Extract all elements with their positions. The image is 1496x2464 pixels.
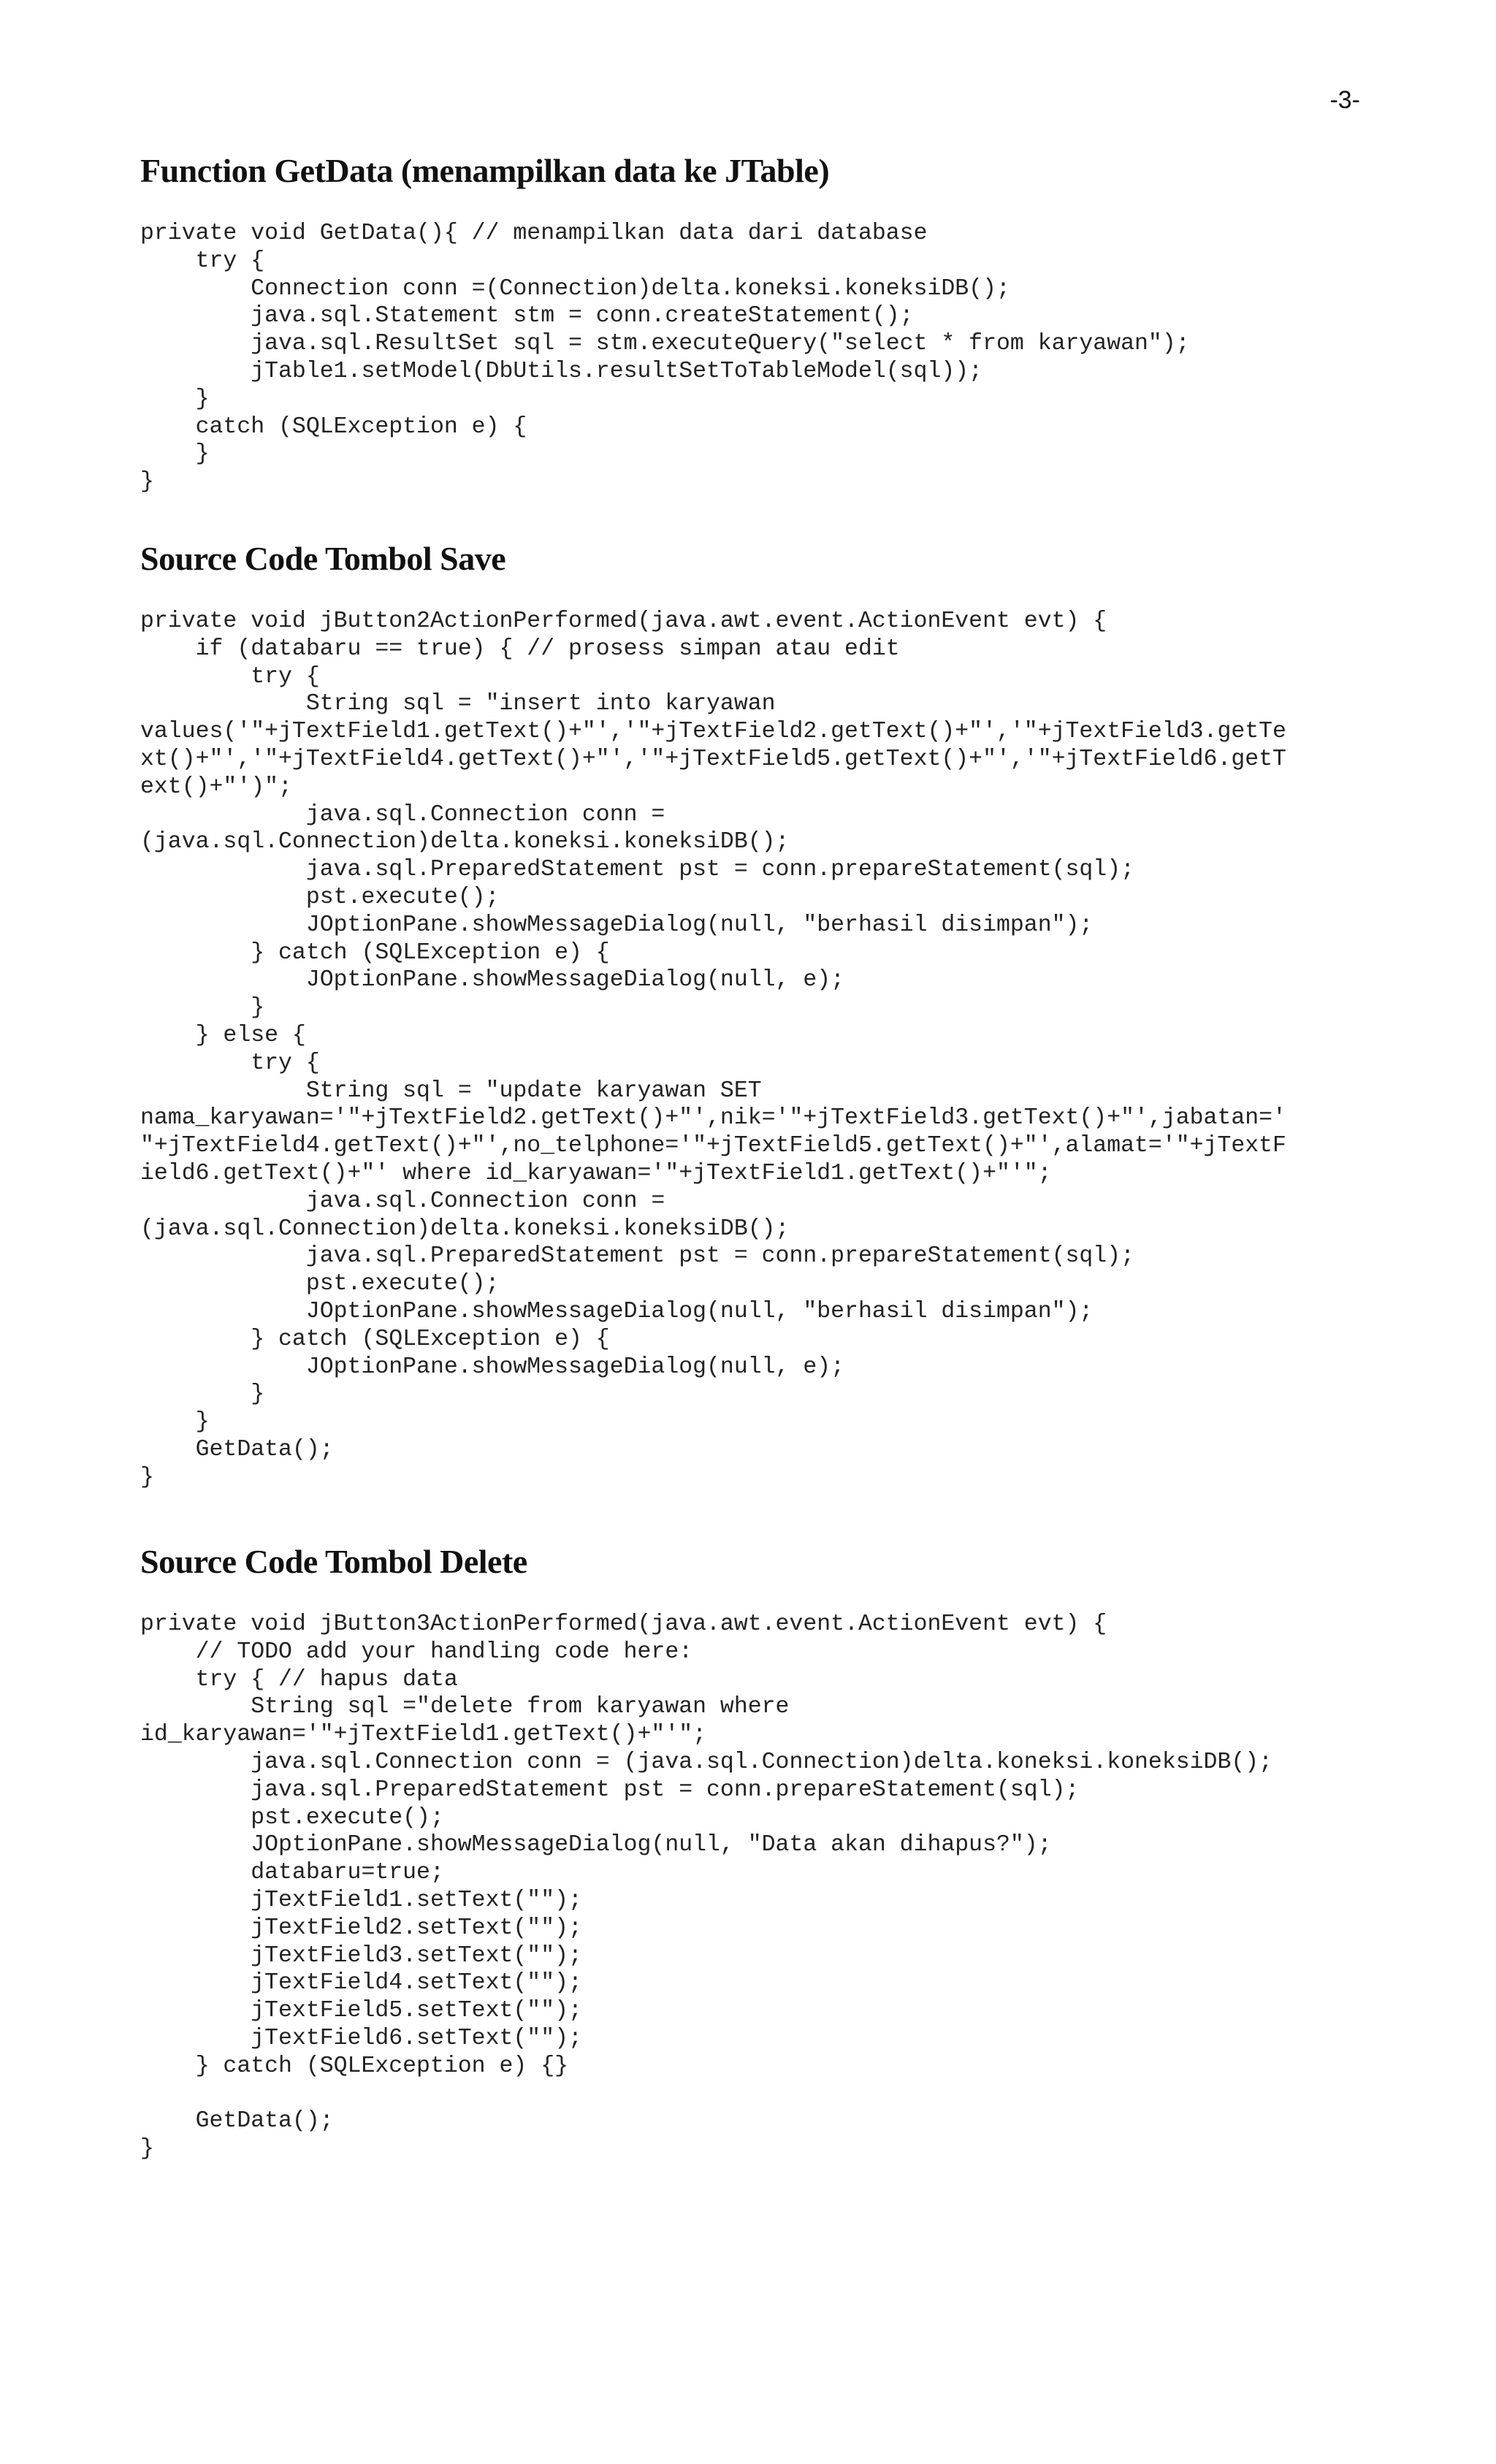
code-line: String sql = "insert into karyawan bbox=[140, 691, 776, 717]
code-line: JOptionPane.showMessageDialog(null, e); bbox=[140, 1354, 845, 1380]
code-line: } bbox=[140, 1409, 210, 1435]
code-line: xt()+"','"+jTextField4.getText()+"','"+jTextField5.getText()+"','"+jTextField6.getT bbox=[140, 746, 1286, 772]
code-block bbox=[140, 1611, 1397, 2163]
code-line: values('"+jTextField1.getText()+"','"+jTextField2.getText()+"','"+jTextField3.getTe bbox=[140, 719, 1286, 745]
code-line: private void GetData(){ // menampilkan data dari database bbox=[140, 221, 928, 246]
section-save bbox=[140, 538, 1397, 1492]
code-line: } bbox=[140, 2136, 154, 2162]
code-line: String sql ="delete from karyawan where bbox=[140, 1694, 790, 1720]
code-line: jTextField4.setText(""); bbox=[140, 1970, 582, 1996]
code-line: jTextField5.setText(""); bbox=[140, 1998, 582, 2024]
code-block bbox=[140, 608, 1397, 1492]
code-line: jTextField3.setText(""); bbox=[140, 1942, 582, 1969]
code-line: java.sql.PreparedStatement pst = conn.prepareStatement(sql); bbox=[140, 857, 1135, 883]
code-line: java.sql.PreparedStatement pst = conn.prepareStatement(sql); bbox=[140, 1243, 1135, 1270]
code-line: nama_karyawan='"+jTextField2.getText()+"',nik='"+jTextField3.getText()+"',jabatan=' bbox=[140, 1105, 1286, 1132]
code-line: GetData(); bbox=[140, 2108, 334, 2135]
section-heading: Function GetData (menampilkan data ke JTable) bbox=[140, 152, 830, 189]
code-line: private void jButton3ActionPerformed(java.awt.event.ActionEvent evt) { bbox=[140, 1611, 1107, 1637]
code-line: } bbox=[140, 1464, 154, 1490]
code-line bbox=[140, 2080, 1397, 2108]
code-line: pst.execute(); bbox=[140, 1804, 444, 1831]
code-line: try { bbox=[140, 1050, 320, 1076]
code-line: } bbox=[140, 441, 210, 468]
section-getdata bbox=[140, 150, 1397, 496]
code-line: ext()+"')"; bbox=[140, 774, 292, 800]
code-line: (java.sql.Connection)delta.koneksi.koneksiDB(); bbox=[140, 829, 790, 855]
code-line: String sql = "update karyawan SET bbox=[140, 1077, 762, 1104]
code-line: Connection conn =(Connection)delta.koneksi.koneksiDB(); bbox=[140, 275, 1010, 302]
code-line: } bbox=[140, 1381, 265, 1408]
section-heading: Source Code Tombol Save bbox=[140, 540, 506, 577]
code-line: // TODO add your handling code here: bbox=[140, 1639, 693, 1665]
code-line: JOptionPane.showMessageDialog(null, "berhasil disimpan"); bbox=[140, 912, 1094, 938]
code-line: id_karyawan='"+jTextField1.getText()+"'"; bbox=[140, 1722, 707, 1748]
page-number: -3- bbox=[1329, 86, 1360, 114]
section-heading: Source Code Tombol Delete bbox=[140, 1543, 527, 1580]
code-line: try { bbox=[140, 248, 265, 274]
code-line: jTextField6.setText(""); bbox=[140, 2025, 582, 2051]
code-line: JOptionPane.showMessageDialog(null, "Data akan dihapus?"); bbox=[140, 1832, 1052, 1858]
code-line: jTextField1.setText(""); bbox=[140, 1887, 582, 1913]
code-line: } bbox=[140, 995, 265, 1021]
code-line: java.sql.Connection conn = (java.sql.Connection)delta.koneksi.koneksiDB(); bbox=[140, 1749, 1273, 1775]
code-line: java.sql.ResultSet sql = stm.executeQuery("select * from karyawan"); bbox=[140, 331, 1190, 357]
code-line: } else { bbox=[140, 1022, 306, 1048]
code-line: if (databaru == true) { // prosess simpan atau edit bbox=[140, 636, 900, 662]
code-line: "+jTextField4.getText()+"',no_telphone='"+jTextField5.getText()+"',alamat='"+jTextF bbox=[140, 1133, 1286, 1159]
code-line: } catch (SQLException e) { bbox=[140, 939, 610, 966]
code-line: (java.sql.Connection)delta.koneksi.koneksiDB(); bbox=[140, 1216, 790, 1242]
code-line: pst.execute(); bbox=[140, 884, 500, 910]
code-line: GetData(); bbox=[140, 1436, 334, 1462]
code-line: JOptionPane.showMessageDialog(null, "berhasil disimpan"); bbox=[140, 1298, 1094, 1324]
code-line: ield6.getText()+"' where id_karyawan='"+jTextField1.getText()+"'"; bbox=[140, 1160, 1052, 1186]
code-line: } catch (SQLException e) {} bbox=[140, 2053, 568, 2079]
code-line: jTable1.setModel(DbUtils.resultSetToTableModel(sql)); bbox=[140, 358, 983, 384]
section-delete bbox=[140, 1541, 1397, 2163]
code-line: databaru=true; bbox=[140, 1860, 444, 1886]
code-line: JOptionPane.showMessageDialog(null, e); bbox=[140, 967, 845, 993]
code-line: } bbox=[140, 469, 154, 495]
code-line: java.sql.Connection conn = bbox=[140, 801, 665, 828]
code-line: try { bbox=[140, 663, 320, 690]
code-line: pst.execute(); bbox=[140, 1271, 500, 1297]
code-line: java.sql.PreparedStatement pst = conn.prepareStatement(sql); bbox=[140, 1777, 1080, 1803]
code-line: java.sql.Statement stm = conn.createStatement(); bbox=[140, 303, 914, 329]
code-line: jTextField2.setText(""); bbox=[140, 1915, 582, 1941]
code-line: } bbox=[140, 386, 210, 412]
code-line: java.sql.Connection conn = bbox=[140, 1188, 665, 1214]
code-line: try { // hapus data bbox=[140, 1666, 458, 1693]
code-line: catch (SQLException e) { bbox=[140, 413, 527, 440]
code-line: private void jButton2ActionPerformed(java.awt.event.ActionEvent evt) { bbox=[140, 609, 1107, 634]
code-line: } catch (SQLException e) { bbox=[140, 1326, 610, 1352]
code-block bbox=[140, 220, 1397, 496]
